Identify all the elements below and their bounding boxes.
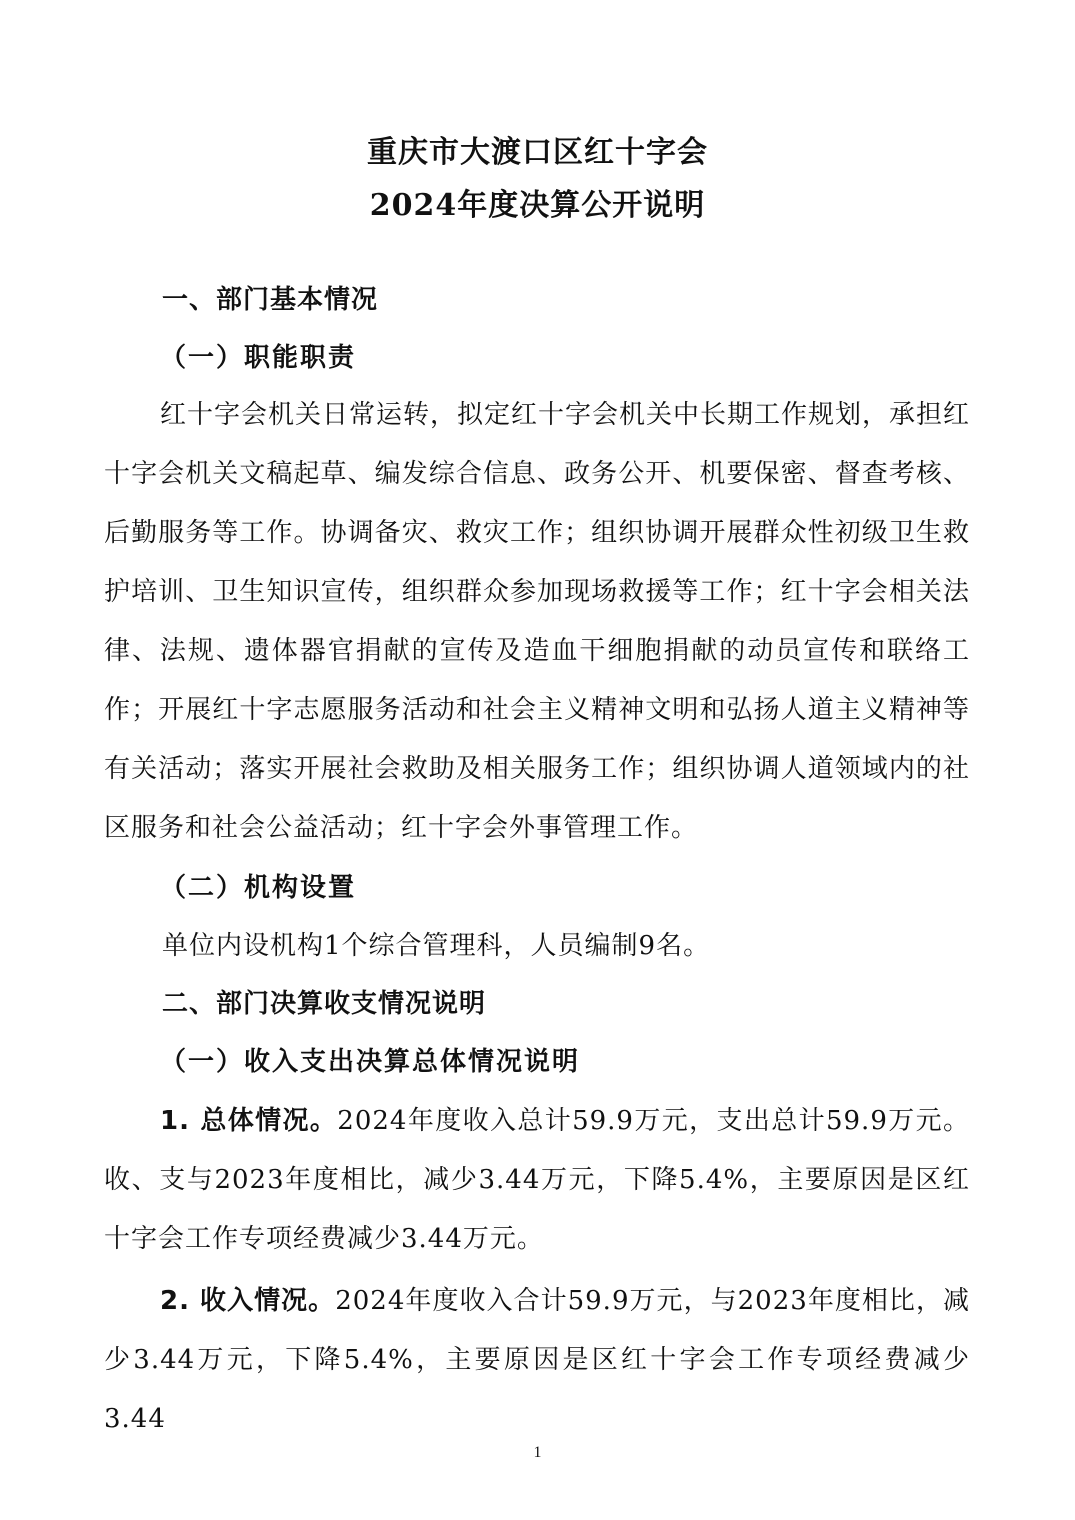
section1-heading: 一、部门基本情况 bbox=[162, 285, 379, 315]
duties-paragraph: 红十字会机关日常运转，拟定红十字会机关中长期工作规划，承担红十字会机关文稿起草、编发综合信息、政务公开、机要保密、督查考核、后勤服务等工作。协调备灾、救灾工作；组织协调开展群众性初级卫生救护培训、卫生知识宣传，组织群众参加现场救援等工作；红十字会相关法律、法规、遗体器官捐献的宣传及造血干细胞捐献的动员宣传和联络工作；开展红十字志愿服务活动和社会主义精神文明和弘扬人道主义精神等有关活动；落实开展社会救助及相关服务工作；组织协调人道领域内的社区服务和社会公益活动；红十字会外事管理工作。 bbox=[104, 400, 971, 843]
section1-sub2-heading: （二）机构设置 bbox=[160, 873, 357, 903]
document-subtitle: 2024年度决算公开说明 bbox=[369, 188, 706, 223]
income-paragraph bbox=[104, 1272, 970, 1449]
overall-text: 2024年度收入总计59.9万元，支出总计59.9万元。收、支与2023年度相比，减少3.44万元，下降5.4%，主要原因是区红十字会工作专项经费减少3.44万元。 bbox=[104, 1106, 970, 1254]
page-number: 1 bbox=[533, 1444, 542, 1461]
income-label: 2. 收入情况。 bbox=[160, 1286, 336, 1316]
section2-sub1-heading: （一）收入支出决算总体情况说明 bbox=[160, 1047, 581, 1077]
section1-sub1-heading: （一）职能职责 bbox=[160, 343, 357, 373]
document-title: 重庆市大渡口区红十字会 bbox=[367, 135, 708, 170]
income-text: 2024年度收入合计59.9万元，与2023年度相比，减少3.44万元，下降5.4%，主要原因是区红十字会工作专项经费减少3.44 bbox=[104, 1286, 970, 1434]
overall-paragraph bbox=[104, 1092, 970, 1269]
overall-label: 1. 总体情况。 bbox=[160, 1106, 338, 1136]
organization-paragraph: 单位内设机构1个综合管理科，人员编制9名。 bbox=[162, 931, 711, 961]
section2-heading: 二、部门决算收支情况说明 bbox=[162, 989, 487, 1019]
